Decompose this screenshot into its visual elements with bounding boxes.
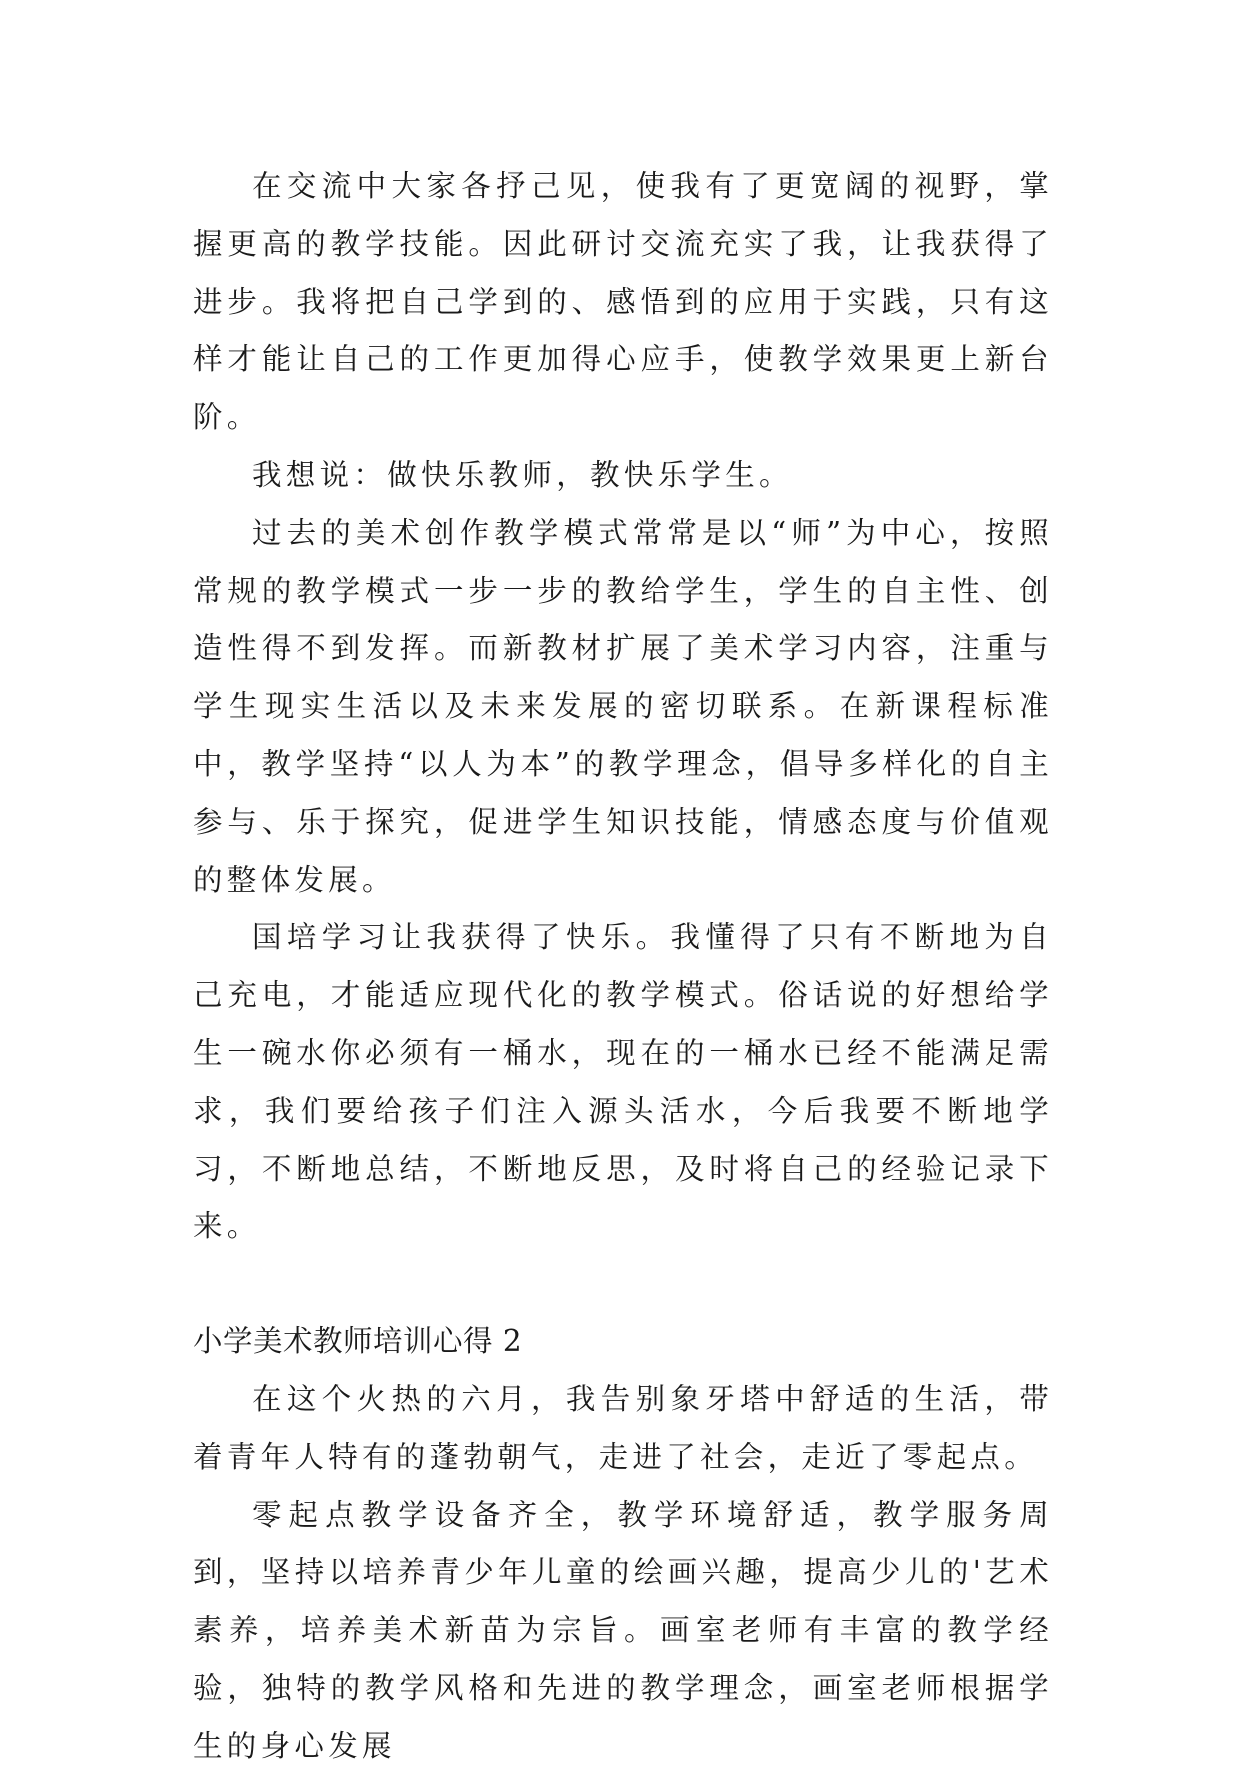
paragraph: 在交流中大家各抒己见，使我有了更宽阔的视野，掌握更高的教学技能。因此研讨交流充实了我，让我获得了进步。我将把自己学到的、感悟到的应用于实践，只有这样才能让自己的工作更加得心应手，使教学效果更上新台阶。	[193, 169, 1053, 435]
section-spacer	[193, 1256, 1053, 1313]
paragraph: 我想说：做快乐教师，教快乐学生。	[252, 457, 793, 492]
paragraph: 在这个火热的六月，我告别象牙塔中舒适的生活，带着青年人特有的蓬勃朝气，走进了社会，走近了零起点。	[193, 1381, 1053, 1474]
paragraph: 零起点教学设备齐全，教学环境舒适，教学服务周到，坚持以培养青少年儿童的绘画兴趣，提高少儿的'艺术素养，培养美术新苗为宗旨。画室老师有丰富的教学经验，独特的教学风格和先进的教学理念，画室老师根据学生的身心发展	[193, 1497, 1053, 1763]
paragraph: 国培学习让我获得了快乐。我懂得了只有不断地为自己充电，才能适应现代化的教学模式。俗话说的好想给学生一碗水你必须有一桶水，现在的一桶水已经不能满足需求，我们要给孩子们注入源头活水，今后我要不断地学习，不断地总结，不断地反思，及时将自己的经验记录下来。	[193, 920, 1053, 1244]
section-title: 小学美术教师培训心得 2	[193, 1324, 523, 1359]
paragraph: 过去的美术创作教学模式常常是以“师”为中心，按照常规的教学模式一步一步的教给学生，学生的自主性、创造性得不到发挥。而新教材扩展了美术学习内容，注重与学生现实生活以及未来发展的密切联系。在新课程标准中，教学坚持“以人为本”的教学理念，倡导多样化的自主参与、乐于探究，促进学生知识技能，情感态度与价值观的整体发展。	[193, 515, 1053, 897]
document-body	[193, 158, 1053, 1776]
